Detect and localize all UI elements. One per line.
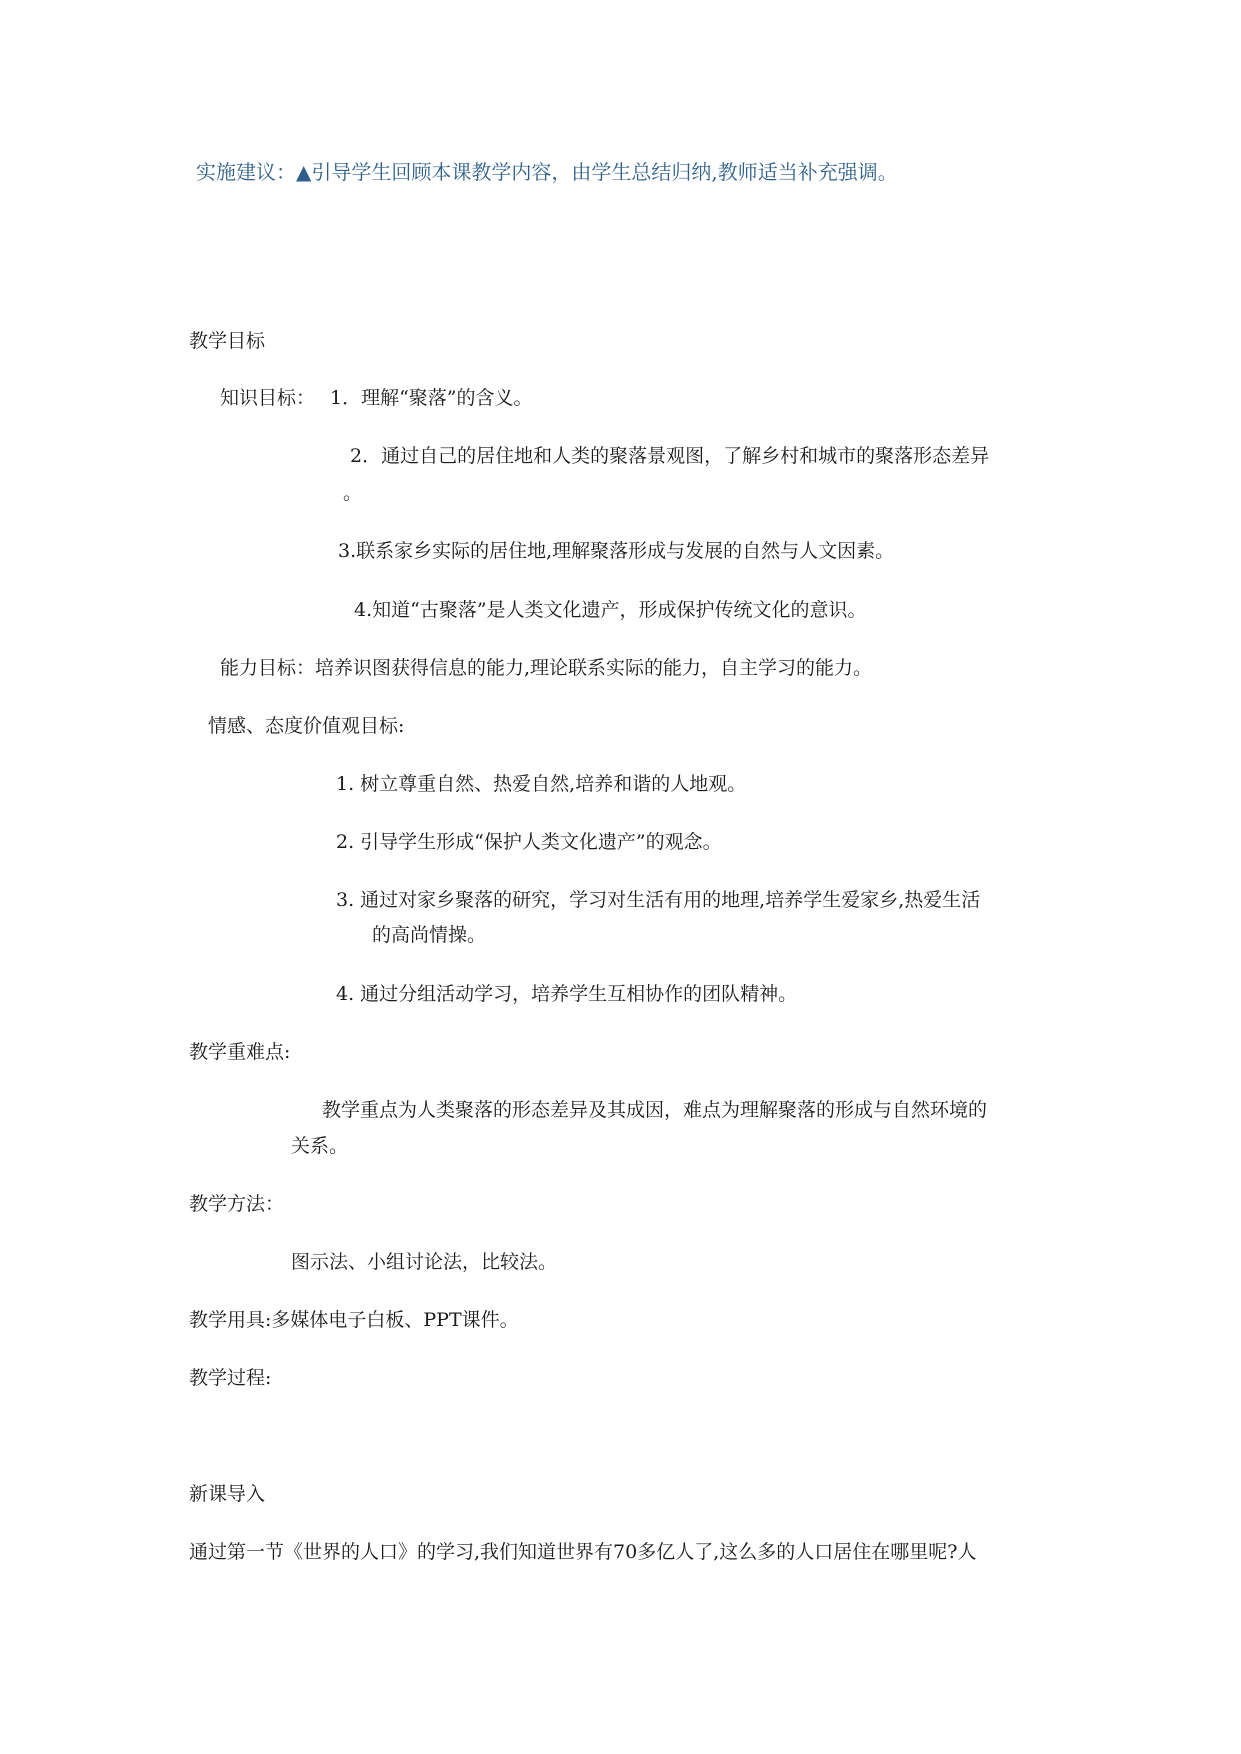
emotion-item-3: 3. 通过对家乡聚落的研究，学习对生活有用的地理,培养学生爱家乡,热爱生活 — [336, 889, 981, 911]
intro-heading: 新课导入 — [189, 1483, 266, 1505]
emotion-item-4: 4. 通过分组活动学习，培养学生互相协作的团队精神。 — [336, 983, 798, 1005]
knowledge-item-1: 1．理解“聚落”的含义。 — [330, 387, 533, 409]
ability-objective: 能力目标：培养识图获得信息的能力,理论联系实际的能力，自主学习的能力。 — [220, 657, 873, 679]
intro-text: 通过第一节《世界的人口》的学习,我们知道世界有70多亿人了,这么多的人口居住在哪里呢?人 — [189, 1541, 977, 1563]
keypoints-line-2: 关系。 — [291, 1135, 349, 1157]
keypoints-line-1: 教学重点为人类聚落的形态差异及其成因，难点为理解聚落的形成与自然环境的 — [322, 1099, 988, 1121]
keypoints-heading: 教学重难点: — [189, 1041, 291, 1063]
emotion-item-2: 2. 引导学生形成“保护人类文化遗产”的观念。 — [336, 831, 722, 853]
teaching-tools: 教学用具:多媒体电子白板、PPT课件。 — [189, 1309, 519, 1331]
emotion-item-1: 1. 树立尊重自然、热爱自然,培养和谐的人地观。 — [336, 773, 747, 795]
process-heading: 教学过程: — [189, 1367, 272, 1389]
emotion-item-3-cont: 的高尚情操。 — [372, 924, 487, 946]
methods-heading: 教学方法： — [189, 1193, 285, 1215]
implementation-suggestion: 实施建议：▲引导学生回顾本课教学内容，由学生总结归纳,教师适当补充强调。 — [196, 160, 898, 184]
objectives-heading: 教学目标 — [189, 330, 266, 352]
emotion-label: 情感、态度价值观目标: — [208, 715, 405, 737]
knowledge-item-4: 4.知道“古聚落”是人类文化遗产，形成保护传统文化的意识。 — [354, 599, 867, 621]
knowledge-item-3: 3.联系家乡实际的居住地,理解聚落形成与发展的自然与人文因素。 — [338, 540, 895, 562]
knowledge-label: 知识目标： — [220, 387, 316, 409]
knowledge-item-2-tail: 。 — [343, 482, 363, 504]
methods-content: 图示法、小组讨论法，比较法。 — [291, 1251, 558, 1273]
knowledge-item-2: 2．通过自己的居住地和人类的聚落景观图，了解乡村和城市的聚落形态差异 — [350, 445, 990, 467]
